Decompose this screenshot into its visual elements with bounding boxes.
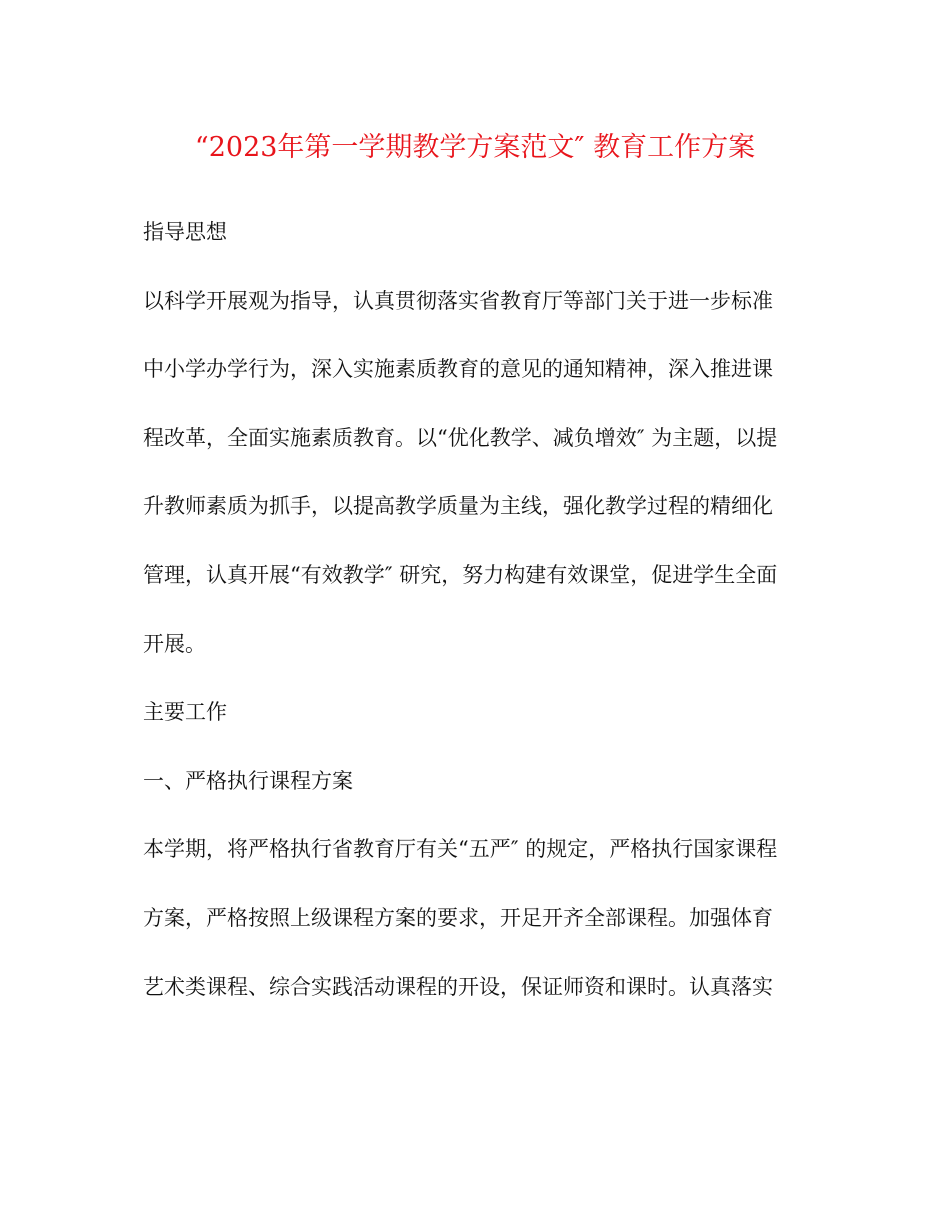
paragraph-line: 艺术类课程、综合实践活动课程的开设，保证师资和课时。认真落实 [143,974,773,999]
paragraph-line: 管理，认真开展“有效教学″ 研究，努力构建有效课堂，促进学生全面 [143,562,778,587]
paragraph-line: 程改革，全面实施素质教育。以“优化教学、减负增效″ 为主题，以提 [143,425,778,450]
heading-main-work: 主要工作 [143,700,227,725]
document-body [143,208,813,1031]
paragraph-line: 开展。 [143,631,206,656]
paragraph-line: 方案，严格按照上级课程方案的要求，开足开齐全部课程。加强体育 [143,905,773,930]
paragraph-line: 以科学开展观为指导，认真贯彻落实省教育厅等部门关于进一步标准 [143,288,773,313]
document-title: “2023年第一学期教学方案范文″ 教育工作方案 [194,132,756,163]
paragraph-line: 中小学办学行为，深入实施素质教育的意见的通知精神，深入推进课 [143,357,773,382]
heading-guiding-ideology: 指导思想 [143,220,227,244]
subheading-curriculum-plan: 一、严格执行课程方案 [143,768,353,793]
paragraph-line: 本学期，将严格执行省教育厅有关“五严″ 的规定，严格执行国家课程 [143,837,778,862]
paragraph-line: 升教师素质为抓手，以提高教学质量为主线，强化教学过程的精细化 [143,494,773,519]
